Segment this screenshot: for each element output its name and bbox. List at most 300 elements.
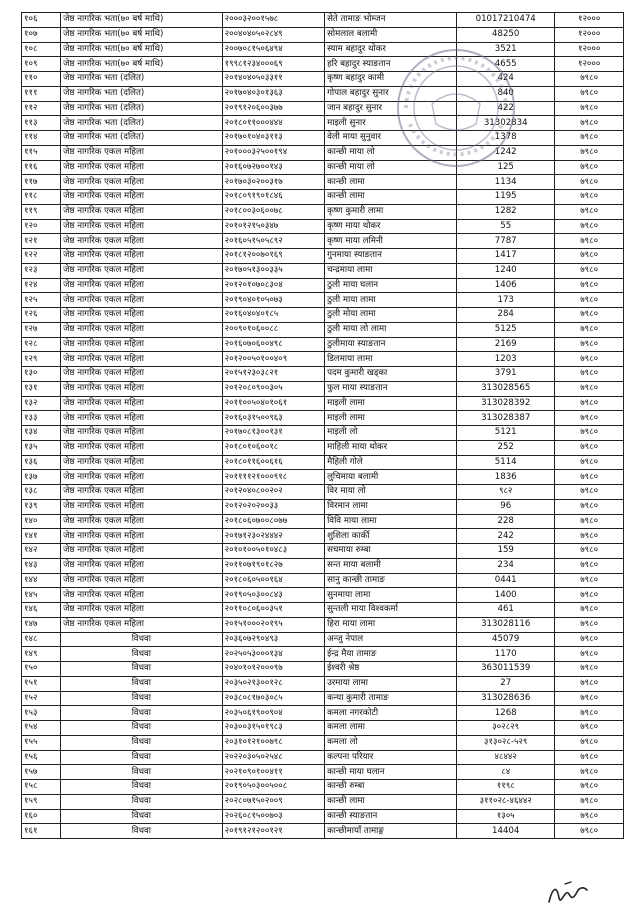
category-cell: जेष्ठ नागरिक एकल महिला [61,249,223,264]
category-cell: जेष्ठ नागरिक एकल महिला [61,603,223,618]
category-cell: जेष्ठ नागरिक भता (दलित) [61,131,223,146]
table-row [22,160,624,175]
table-row [22,440,624,455]
id-number-cell: २०१०१००५०१०४८३ [222,544,324,559]
amount-cell: ७९८० [555,381,624,396]
category-cell: जेष्ठ नागरिक भता (दलित) [61,72,223,87]
beneficiary-name-cell: ईश्वरी श्रेष्ठ [325,662,457,677]
id-number-cell: २०१६०७०६००४९८ [222,337,324,352]
account-number-cell: 14404 [457,824,555,839]
category-cell: जेष्ठ नागरिक एकल महिला [61,514,223,529]
id-number-cell: २०१७१२३०२४४४२ [222,529,324,544]
id-number-cell: २०१२०४०८००२०२ [222,485,324,500]
serial-number-cell: १५४ [22,721,61,736]
table-row [22,514,624,529]
table-row [22,263,624,278]
table-row [22,780,624,795]
serial-number-cell: १४६ [22,603,61,618]
amount-cell: ७९८० [555,824,624,839]
serial-number-cell: १२३ [22,263,61,278]
beneficiary-name-cell: जान बहादुर सुनार [325,101,457,116]
amount-cell: ७९८० [555,249,624,264]
table-row [22,145,624,160]
serial-number-cell: १४४ [22,573,61,588]
id-number-cell: २०१२०१०७०८३०४ [222,278,324,293]
amount-cell: ७९८० [555,426,624,441]
beneficiary-name-cell: कान्छी माया लो [325,160,457,175]
account-number-cell: 159 [457,544,555,559]
account-number-cell: 424 [457,72,555,87]
category-cell: जेष्ठ नागरिक एकल महिला [61,411,223,426]
serial-number-cell: १३० [22,367,61,382]
table-row [22,455,624,470]
beneficiary-name-cell: कृष्ण बहादुर कामी [325,72,457,87]
beneficiary-name-cell: माहिली माया थोकर [325,440,457,455]
account-number-cell: 01017210474 [457,13,555,28]
serial-number-cell: १३९ [22,499,61,514]
id-number-cell: २०१८०११०००४४४ [222,116,324,131]
account-number-cell: 363011539 [457,662,555,677]
id-number-cell: २०१९०४०१०५०७३ [222,293,324,308]
category-cell: जेष्ठ नागरिक एकल महिला [61,396,223,411]
account-number-cell: ४८४४२ [457,750,555,765]
serial-number-cell: १३४ [22,426,61,441]
id-number-cell: २०१४०४०५०३३११ [222,72,324,87]
id-number-cell: २०१६०४०४०१८५ [222,308,324,323]
table-row [22,824,624,839]
beneficiary-name-cell: डिलमाया लामा [325,352,457,367]
serial-number-cell: १२९ [22,352,61,367]
id-number-cell: २०११०८०६००३५१ [222,603,324,618]
account-number-cell: 1268 [457,706,555,721]
account-number-cell: 45079 [457,632,555,647]
table-row [22,367,624,382]
beneficiary-name-cell: गोपाल बहादुर सुनार [325,86,457,101]
beneficiary-name-cell: हरि बहादुर स्याङतान [325,57,457,72]
account-number-cell: 313028392 [457,396,555,411]
id-number-cell: २०३५०६१९००९०४ [222,706,324,721]
serial-number-cell: १३८ [22,485,61,500]
id-number-cell: २०१६०५१५०५८९२ [222,234,324,249]
serial-number-cell: १२८ [22,337,61,352]
table-row [22,337,624,352]
account-number-cell: 31302834 [457,116,555,131]
category-cell: जेष्ठ नागरिक एकल महिला [61,263,223,278]
id-number-cell: २०१९१२०६००३७७ [222,101,324,116]
table-row [22,647,624,662]
beneficiary-name-cell: कृष्ण कुमारी लामा [325,204,457,219]
amount-cell: ७९८० [555,101,624,116]
beneficiary-name-cell: ठुलीमाया स्याङतान [325,337,457,352]
table-row [22,721,624,736]
beneficiary-name-cell: विवि माया लामा [325,514,457,529]
account-number-cell: 7787 [457,234,555,249]
amount-cell: ७९८० [555,721,624,736]
beneficiary-name-cell: कान्छीमायाँ तामाङ्ग [325,824,457,839]
id-number-cell: २०११११२१०००९१८ [222,470,324,485]
amount-cell: ७९८० [555,337,624,352]
id-number-cell: २०१८०१०६००१८ [222,440,324,455]
account-number-cell: 0441 [457,573,555,588]
serial-number-cell: १२४ [22,278,61,293]
account-number-cell: 1378 [457,131,555,146]
account-number-cell: 252 [457,440,555,455]
table-row [22,101,624,116]
serial-number-cell: ११० [22,72,61,87]
account-number-cell: 125 [457,160,555,175]
beneficiary-name-cell: कान्छी लामा [325,175,457,190]
category-cell: जेष्ठ नागरिक एकल महिला [61,175,223,190]
account-number-cell: 5125 [457,322,555,337]
amount-cell: ७९८० [555,440,624,455]
account-number-cell: 461 [457,603,555,618]
serial-number-cell: १६० [22,809,61,824]
amount-cell: ७९८० [555,603,624,618]
category-cell: विधवा [61,647,223,662]
beneficiary-name-cell: कान्छी माया लो [325,145,457,160]
account-number-cell: 2169 [457,337,555,352]
id-number-cell: २०११००५०४०१०६१ [222,396,324,411]
amount-cell: ७९८० [555,691,624,706]
category-cell: जेष्ठ नागरिक भता(७० बर्ष माथि) [61,42,223,57]
serial-number-cell: ११४ [22,131,61,146]
beneficiary-name-cell: कृष्ण माया लमिनी [325,234,457,249]
serial-number-cell: १३३ [22,411,61,426]
beneficiary-name-cell: कान्छी रुम्बा [325,780,457,795]
category-cell: जेष्ठ नागरिक एकल महिला [61,204,223,219]
category-cell: जेष्ठ नागरिक भता(७० बर्ष माथि) [61,57,223,72]
id-number-cell: २०३००३१५०१९८३ [222,721,324,736]
account-number-cell: 5121 [457,426,555,441]
amount-cell: ७९८० [555,455,624,470]
beneficiary-name-cell: माइली लो [325,426,457,441]
account-number-cell: ३११०२८-४६४४२ [457,794,555,809]
table-row [22,735,624,750]
serial-number-cell: १३२ [22,396,61,411]
table-row [22,27,624,42]
id-number-cell: २००७०८१५०६४९४ [222,42,324,57]
serial-number-cell: १५६ [22,750,61,765]
serial-number-cell: १२० [22,219,61,234]
category-cell: जेष्ठ नागरिक भता(७० बर्ष माथि) [61,13,223,28]
table-row [22,809,624,824]
amount-cell: ७९८० [555,396,624,411]
id-number-cell: २०२८०७१५०२००९ [222,794,324,809]
amount-cell: ७९८० [555,809,624,824]
beneficiary-sheet [21,12,624,839]
amount-cell: ७९८० [555,234,624,249]
amount-cell: ७९८० [555,485,624,500]
category-cell: विधवा [61,662,223,677]
account-number-cell: ३१३०२८-५२९ [457,735,555,750]
category-cell: जेष्ठ नागरिक एकल महिला [61,190,223,205]
account-number-cell: 1203 [457,352,555,367]
category-cell: जेष्ठ नागरिक एकल महिला [61,234,223,249]
serial-number-cell: १२२ [22,249,61,264]
account-number-cell: 313028565 [457,381,555,396]
serial-number-cell: १५८ [22,780,61,795]
serial-number-cell: १२१ [22,234,61,249]
beneficiary-name-cell: सचमाया रुम्बा [325,544,457,559]
id-number-cell: २०२१०९०१००४११ [222,765,324,780]
table-row [22,131,624,146]
table-row [22,617,624,632]
amount-cell: ७९८० [555,780,624,795]
beneficiary-name-cell: कन्या कुमारी तामाङ [325,691,457,706]
amount-cell: ७९८० [555,499,624,514]
amount-cell: ७९८० [555,219,624,234]
account-number-cell: 840 [457,86,555,101]
category-cell: जेष्ठ नागरिक एकल महिला [61,558,223,573]
serial-number-cell: १५९ [22,794,61,809]
category-cell: जेष्ठ नागरिक एकल महिला [61,426,223,441]
amount-cell: ७९८० [555,86,624,101]
category-cell: जेष्ठ नागरिक एकल महिला [61,588,223,603]
category-cell: जेष्ठ नागरिक एकल महिला [61,308,223,323]
serial-number-cell: १६१ [22,824,61,839]
account-number-cell: 1242 [457,145,555,160]
serial-number-cell: १४७ [22,617,61,632]
amount-cell: ७९८० [555,588,624,603]
category-cell: जेष्ठ नागरिक एकल महिला [61,145,223,160]
table-row [22,573,624,588]
id-number-cell: २०१७०८१३००१३१ [222,426,324,441]
category-cell: विधवा [61,824,223,839]
category-cell: जेष्ठ नागरिक एकल महिला [61,573,223,588]
category-cell: विधवा [61,632,223,647]
serial-number-cell: १०९ [22,57,61,72]
id-number-cell: २०१८१२००७०१६९ [222,249,324,264]
beneficiary-name-cell: कमला नगरकोटी [325,706,457,721]
category-cell: जेष्ठ नागरिक भता(७० बर्ष माथि) [61,27,223,42]
id-number-cell: २०१९०५०३००५००८ [222,780,324,795]
table-row [22,190,624,205]
amount-cell: ७९८० [555,573,624,588]
account-number-cell: 27 [457,676,555,691]
id-number-cell: २०१२००५०१००४०९ [222,352,324,367]
category-cell: जेष्ठ नागरिक भता (दलित) [61,86,223,101]
id-number-cell: २०१७०४०३०१३६३ [222,86,324,101]
table-row [22,588,624,603]
category-cell: जेष्ठ नागरिक एकल महिला [61,381,223,396]
beneficiary-name-cell: कल्पना परियार [325,750,457,765]
amount-cell: ७९८० [555,72,624,87]
amount-cell: ७९८० [555,470,624,485]
account-number-cell: 3791 [457,367,555,382]
account-number-cell: 313028387 [457,411,555,426]
category-cell: जेष्ठ नागरिक भता (दलित) [61,101,223,116]
account-number-cell: 234 [457,558,555,573]
category-cell: जेष्ठ नागरिक एकल महिला [61,293,223,308]
beneficiary-name-cell: कृष्ण माया थोकर [325,219,457,234]
category-cell: जेष्ठ नागरिक एकल महिला [61,485,223,500]
account-number-cell: ११९८ [457,780,555,795]
beneficiary-name-cell: सुन्तली माया विश्वकर्मा [325,603,457,618]
serial-number-cell: १०६ [22,13,61,28]
table-row [22,632,624,647]
account-number-cell: 313028636 [457,691,555,706]
table-row [22,691,624,706]
id-number-cell: २०१५१०००२०१९५ [222,617,324,632]
category-cell: जेष्ठ नागरिक एकल महिला [61,529,223,544]
amount-cell: ७९८० [555,647,624,662]
beneficiary-name-cell: सन्त माया बलामी [325,558,457,573]
category-cell: विधवा [61,809,223,824]
id-number-cell: २०१९०५०३००८४३ [222,588,324,603]
id-number-cell: २०३८०८१७०३०८५ [222,691,324,706]
table-row [22,42,624,57]
serial-number-cell: १३६ [22,455,61,470]
account-number-cell: 1134 [457,175,555,190]
id-number-cell: २०१०१२१५०३४७ [222,219,324,234]
beneficiary-name-cell: ठुली माया घलान [325,278,457,293]
amount-cell: १२००० [555,42,624,57]
serial-number-cell: १५१ [22,676,61,691]
id-number-cell: २०१९१२१२००१२१ [222,824,324,839]
amount-cell: ७९८० [555,175,624,190]
amount-cell: ७९८० [555,411,624,426]
beneficiary-name-cell: ठुली माया लामा [325,293,457,308]
serial-number-cell: १५२ [22,691,61,706]
account-number-cell: 5114 [457,455,555,470]
serial-number-cell: १४३ [22,558,61,573]
id-number-cell: २००४०४०५०२८४९ [222,27,324,42]
serial-number-cell: १४८ [22,632,61,647]
table-row [22,175,624,190]
beneficiary-name-cell: उरमाया लामा [325,676,457,691]
beneficiary-name-cell: अन्जु नेपाल [325,632,457,647]
table-row [22,204,624,219]
amount-cell: ७९८० [555,145,624,160]
serial-number-cell: १३१ [22,381,61,396]
serial-number-cell: १४५ [22,588,61,603]
beneficiary-name-cell: ईन्द्र मैया तामाङ [325,647,457,662]
amount-cell: ७९८० [555,750,624,765]
beneficiary-name-cell: शुशिला कार्की [325,529,457,544]
beneficiary-name-cell: ठुली माया लो लामा [325,322,457,337]
id-number-cell: २०१६०३१५००९६३ [222,411,324,426]
beneficiary-name-cell: कान्छी लामा [325,794,457,809]
amount-cell: १२००० [555,13,624,28]
table-row [22,470,624,485]
id-number-cell: २०१७०५१३००३३५ [222,263,324,278]
account-number-cell: 1240 [457,263,555,278]
category-cell: जेष्ठ नागरिक एकल महिला [61,367,223,382]
amount-cell: ७९८० [555,352,624,367]
beneficiary-name-cell: कान्छी लामा [325,190,457,205]
id-number-cell: २०३५०२१३००१२८ [222,676,324,691]
amount-cell: ७९८० [555,278,624,293]
serial-number-cell: १४९ [22,647,61,662]
serial-number-cell: १०८ [22,42,61,57]
category-cell: जेष्ठ नागरिक एकल महिला [61,337,223,352]
table-row [22,396,624,411]
table-row [22,322,624,337]
table-row [22,86,624,101]
beneficiary-name-cell: सानु कान्छी तामाङ [325,573,457,588]
serial-number-cell: १२५ [22,293,61,308]
account-number-cell: 3521 [457,42,555,57]
beneficiary-name-cell: चन्द्रमाया लामा [325,263,457,278]
category-cell: जेष्ठ नागरिक एकल महिला [61,278,223,293]
amount-cell: १२००० [555,57,624,72]
amount-cell: ७९८० [555,617,624,632]
signature-icon [545,880,591,908]
serial-number-cell: १४१ [22,529,61,544]
category-cell: जेष्ठ नागरिक एकल महिला [61,322,223,337]
table-row [22,544,624,559]
table-row [22,57,624,72]
id-number-cell: २०३१०१२१००७९८ [222,735,324,750]
amount-cell: ७९८० [555,706,624,721]
amount-cell: ७९८० [555,765,624,780]
beneficiary-name-cell: कान्छी स्याङतान [325,809,457,824]
category-cell: विधवा [61,765,223,780]
table-row [22,676,624,691]
id-number-cell: २०२२०३०५०२५४८ [222,750,324,765]
beneficiary-name-cell: विरमान लामा [325,499,457,514]
table-row [22,352,624,367]
beneficiary-name-cell: सुनमाया लामा [325,588,457,603]
category-cell: जेष्ठ नागरिक एकल महिला [61,470,223,485]
account-number-cell: 1836 [457,470,555,485]
serial-number-cell: १५३ [22,706,61,721]
amount-cell: ७९८० [555,632,624,647]
account-number-cell: 1400 [457,588,555,603]
serial-number-cell: १५५ [22,735,61,750]
id-number-cell: २०११०७१९०१८२७ [222,558,324,573]
table-row [22,765,624,780]
serial-number-cell: १५० [22,662,61,677]
account-number-cell: 1406 [457,278,555,293]
id-number-cell: २०१८०६०५००१६४ [222,573,324,588]
table-row [22,529,624,544]
category-cell: जेष्ठ नागरिक एकल महिला [61,219,223,234]
category-cell: विधवा [61,721,223,736]
id-number-cell: २०१८०६०७००८०७७ [222,514,324,529]
table-row [22,116,624,131]
beneficiary-name-cell: कमला लो [325,735,457,750]
table-row [22,381,624,396]
beneficiary-name-cell: सेते तामाङ भोम्जन [325,13,457,28]
id-number-cell: २०१२०२०२००३३ [222,499,324,514]
category-cell: जेष्ठ नागरिक एकल महिला [61,455,223,470]
category-cell: विधवा [61,750,223,765]
beneficiary-name-cell: पदम कुमारी खड्का [325,367,457,382]
amount-cell: ७९८० [555,544,624,559]
amount-cell: ७९८० [555,662,624,677]
beneficiary-name-cell: माइली सुनार [325,116,457,131]
serial-number-cell: ११७ [22,175,61,190]
beneficiary-name-cell: लुचिमाया बलामी [325,470,457,485]
amount-cell: ७९८० [555,322,624,337]
serial-number-cell: ११९ [22,204,61,219]
beneficiary-name-cell: सोमलाल बलामी [325,27,457,42]
table-row [22,706,624,721]
id-number-cell: २०१८००३०६००७८ [222,204,324,219]
account-number-cell: ८४ [457,765,555,780]
serial-number-cell: १०७ [22,27,61,42]
table-row [22,499,624,514]
id-number-cell: २०२५०५३०००१३४ [222,647,324,662]
serial-number-cell: ११५ [22,145,61,160]
serial-number-cell: १३५ [22,440,61,455]
account-number-cell: 313028116 [457,617,555,632]
beneficiary-name-cell: गुनमाया स्याङतान [325,249,457,264]
amount-cell: ७९८० [555,204,624,219]
amount-cell: ७९८० [555,529,624,544]
account-number-cell: ३०२८२९ [457,721,555,736]
